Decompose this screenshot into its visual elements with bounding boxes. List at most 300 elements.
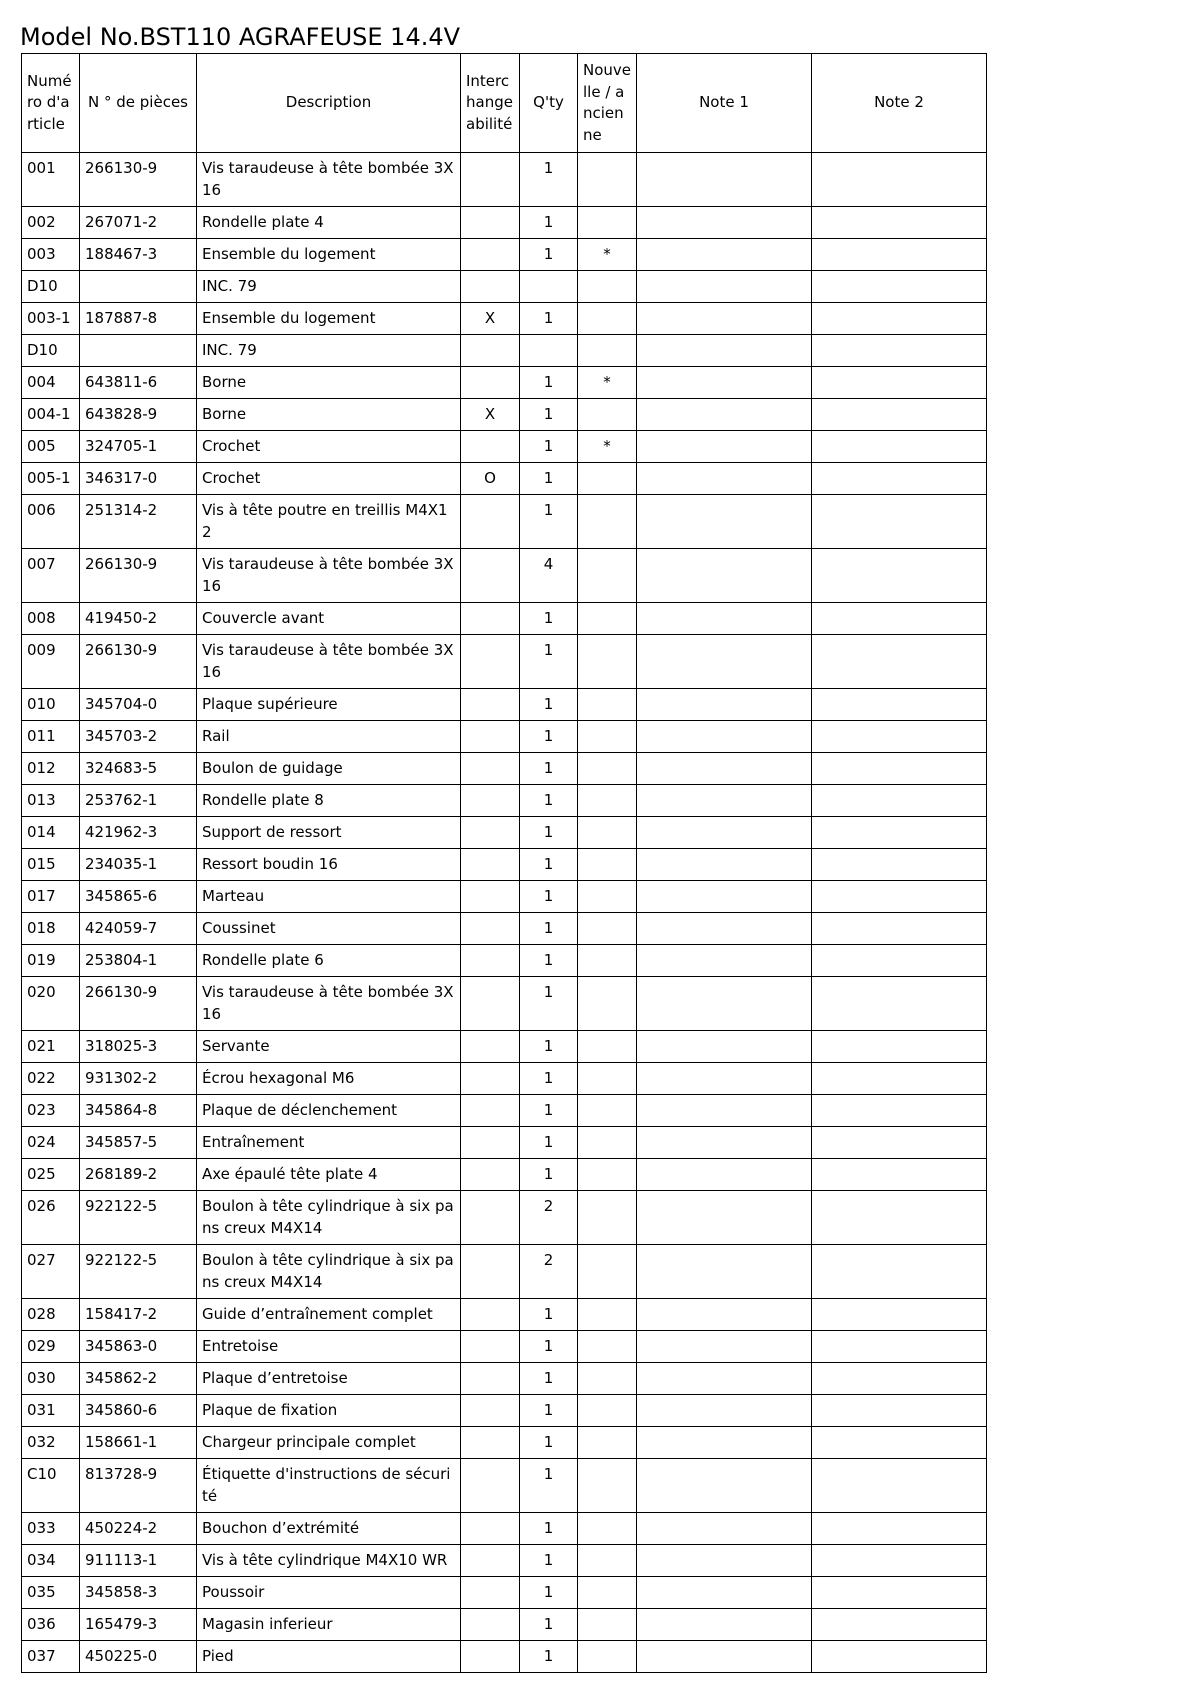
note1-cell <box>637 1641 812 1673</box>
new-old-cell <box>578 753 637 785</box>
qty-cell: 1 <box>520 495 578 549</box>
new-old-cell <box>578 271 637 303</box>
part-no-cell: 922122-5 <box>80 1245 197 1299</box>
table-row <box>22 753 987 785</box>
item-no-cell: 024 <box>22 1127 80 1159</box>
qty-cell: 1 <box>520 207 578 239</box>
new-old-cell <box>578 849 637 881</box>
item-no-cell: 003 <box>22 239 80 271</box>
new-old-cell <box>578 1245 637 1299</box>
new-old-cell <box>578 335 637 367</box>
note1-cell <box>637 635 812 689</box>
description-cell: Poussoir <box>197 1577 461 1609</box>
item-no-cell: 020 <box>22 977 80 1031</box>
part-no-cell: 345857-5 <box>80 1127 197 1159</box>
qty-cell: 1 <box>520 881 578 913</box>
note2-cell <box>812 1031 987 1063</box>
interchangeability-cell <box>461 945 520 977</box>
part-no-cell: 266130-9 <box>80 635 197 689</box>
qty-cell: 1 <box>520 1577 578 1609</box>
note1-cell <box>637 1299 812 1331</box>
item-no-cell: D10 <box>22 271 80 303</box>
qty-cell: 1 <box>520 785 578 817</box>
column-header-description: Description <box>197 54 461 153</box>
note1-cell <box>637 303 812 335</box>
note2-cell <box>812 881 987 913</box>
description-cell: Guide d’entraînement complet <box>197 1299 461 1331</box>
part-no-cell: 266130-9 <box>80 153 197 207</box>
qty-cell: 1 <box>520 1427 578 1459</box>
note2-cell <box>812 367 987 399</box>
table-row <box>22 495 987 549</box>
description-cell: Chargeur principale complet <box>197 1427 461 1459</box>
qty-cell: 1 <box>520 721 578 753</box>
description-cell: Bouchon d’extrémité <box>197 1513 461 1545</box>
note2-cell <box>812 945 987 977</box>
note2-cell <box>812 271 987 303</box>
item-no-cell: D10 <box>22 335 80 367</box>
table-row <box>22 1191 987 1245</box>
qty-cell: 1 <box>520 1331 578 1363</box>
interchangeability-cell: X <box>461 399 520 431</box>
description-cell: Vis taraudeuse à tête bombée 3X16 <box>197 153 461 207</box>
interchangeability-cell <box>461 913 520 945</box>
note1-cell <box>637 549 812 603</box>
new-old-cell <box>578 303 637 335</box>
interchangeability-cell <box>461 1299 520 1331</box>
column-header-qty: Q'ty <box>520 54 578 153</box>
interchangeability-cell <box>461 1641 520 1673</box>
item-no-cell: 011 <box>22 721 80 753</box>
part-no-cell: 911113-1 <box>80 1545 197 1577</box>
interchangeability-cell <box>461 785 520 817</box>
qty-cell: 1 <box>520 817 578 849</box>
note1-cell <box>637 1191 812 1245</box>
qty-cell: 1 <box>520 1641 578 1673</box>
table-row <box>22 977 987 1031</box>
part-no-cell: 450224-2 <box>80 1513 197 1545</box>
item-no-cell: 026 <box>22 1191 80 1245</box>
description-cell: Plaque supérieure <box>197 689 461 721</box>
part-no-cell: 187887-8 <box>80 303 197 335</box>
column-header-new-old: Nouvelle / ancienne <box>578 54 637 153</box>
interchangeability-cell <box>461 1459 520 1513</box>
item-no-cell: 014 <box>22 817 80 849</box>
table-row <box>22 1331 987 1363</box>
item-no-cell: 010 <box>22 689 80 721</box>
part-no-cell: 643811-6 <box>80 367 197 399</box>
note1-cell <box>637 817 812 849</box>
item-no-cell: 001 <box>22 153 80 207</box>
table-row <box>22 1641 987 1673</box>
note1-cell <box>637 881 812 913</box>
qty-cell: 1 <box>520 367 578 399</box>
note2-cell <box>812 1459 987 1513</box>
new-old-cell <box>578 1459 637 1513</box>
new-old-cell: * <box>578 431 637 463</box>
description-cell: Crochet <box>197 431 461 463</box>
interchangeability-cell <box>461 753 520 785</box>
note2-cell <box>812 753 987 785</box>
item-no-cell: 021 <box>22 1031 80 1063</box>
column-header-note2: Note 2 <box>812 54 987 153</box>
note1-cell <box>637 495 812 549</box>
note2-cell <box>812 635 987 689</box>
table-row <box>22 367 987 399</box>
description-cell: Vis taraudeuse à tête bombée 3X16 <box>197 549 461 603</box>
note2-cell <box>812 1127 987 1159</box>
table-row <box>22 635 987 689</box>
interchangeability-cell <box>461 977 520 1031</box>
note2-cell <box>812 1331 987 1363</box>
note2-cell <box>812 463 987 495</box>
part-no-cell: 158661-1 <box>80 1427 197 1459</box>
item-no-cell: 009 <box>22 635 80 689</box>
item-no-cell: 006 <box>22 495 80 549</box>
new-old-cell <box>578 1427 637 1459</box>
item-no-cell: 028 <box>22 1299 80 1331</box>
note1-cell <box>637 849 812 881</box>
qty-cell: 1 <box>520 463 578 495</box>
note1-cell <box>637 753 812 785</box>
table-row <box>22 785 987 817</box>
item-no-cell: 002 <box>22 207 80 239</box>
part-no-cell: 234035-1 <box>80 849 197 881</box>
item-no-cell: 036 <box>22 1609 80 1641</box>
item-no-cell: 015 <box>22 849 80 881</box>
note2-cell <box>812 1063 987 1095</box>
new-old-cell <box>578 1545 637 1577</box>
new-old-cell <box>578 1577 637 1609</box>
part-no-cell <box>80 335 197 367</box>
part-no-cell: 346317-0 <box>80 463 197 495</box>
note1-cell <box>637 689 812 721</box>
description-cell: Crochet <box>197 463 461 495</box>
interchangeability-cell <box>461 881 520 913</box>
description-cell: Boulon de guidage <box>197 753 461 785</box>
qty-cell: 4 <box>520 549 578 603</box>
qty-cell: 2 <box>520 1245 578 1299</box>
qty-cell: 2 <box>520 1191 578 1245</box>
table-row <box>22 1245 987 1299</box>
interchangeability-cell <box>461 603 520 635</box>
note1-cell <box>637 1609 812 1641</box>
new-old-cell <box>578 1609 637 1641</box>
description-cell: Rondelle plate 4 <box>197 207 461 239</box>
new-old-cell <box>578 463 637 495</box>
table-row <box>22 603 987 635</box>
qty-cell: 1 <box>520 1095 578 1127</box>
description-cell: Pied <box>197 1641 461 1673</box>
part-no-cell: 324705-1 <box>80 431 197 463</box>
table-row <box>22 1427 987 1459</box>
item-no-cell: 035 <box>22 1577 80 1609</box>
interchangeability-cell <box>461 689 520 721</box>
item-no-cell: 018 <box>22 913 80 945</box>
new-old-cell <box>578 1159 637 1191</box>
part-no-cell: 345865-6 <box>80 881 197 913</box>
description-cell: Rail <box>197 721 461 753</box>
item-no-cell: 030 <box>22 1363 80 1395</box>
description-cell: Plaque de fixation <box>197 1395 461 1427</box>
new-old-cell <box>578 549 637 603</box>
part-no-cell: 324683-5 <box>80 753 197 785</box>
new-old-cell <box>578 1513 637 1545</box>
part-no-cell: 345858-3 <box>80 1577 197 1609</box>
qty-cell: 1 <box>520 1363 578 1395</box>
table-row <box>22 335 987 367</box>
item-no-cell: 029 <box>22 1331 80 1363</box>
part-no-cell: 268189-2 <box>80 1159 197 1191</box>
parts-table <box>21 53 987 1673</box>
item-no-cell: 031 <box>22 1395 80 1427</box>
new-old-cell <box>578 1191 637 1245</box>
part-no-cell: 922122-5 <box>80 1191 197 1245</box>
interchangeability-cell <box>461 1609 520 1641</box>
description-cell: Boulon à tête cylindrique à six pans creux M4X14 <box>197 1191 461 1245</box>
new-old-cell <box>578 1031 637 1063</box>
new-old-cell: * <box>578 367 637 399</box>
qty-cell: 1 <box>520 635 578 689</box>
note2-cell <box>812 721 987 753</box>
note1-cell <box>637 603 812 635</box>
note2-cell <box>812 1641 987 1673</box>
interchangeability-cell: X <box>461 303 520 335</box>
item-no-cell: 003-1 <box>22 303 80 335</box>
interchangeability-cell <box>461 1577 520 1609</box>
table-row <box>22 1459 987 1513</box>
table-row <box>22 303 987 335</box>
part-no-cell: 419450-2 <box>80 603 197 635</box>
note1-cell <box>637 1513 812 1545</box>
interchangeability-cell <box>461 1127 520 1159</box>
qty-cell: 1 <box>520 303 578 335</box>
new-old-cell <box>578 603 637 635</box>
part-no-cell: 643828-9 <box>80 399 197 431</box>
note2-cell <box>812 603 987 635</box>
interchangeability-cell <box>461 495 520 549</box>
note1-cell <box>637 785 812 817</box>
part-no-cell: 345860-6 <box>80 1395 197 1427</box>
qty-cell: 1 <box>520 1395 578 1427</box>
description-cell: INC. 79 <box>197 271 461 303</box>
part-no-cell: 158417-2 <box>80 1299 197 1331</box>
item-no-cell: 004 <box>22 367 80 399</box>
qty-cell: 1 <box>520 1031 578 1063</box>
item-no-cell: 023 <box>22 1095 80 1127</box>
interchangeability-cell <box>461 1191 520 1245</box>
new-old-cell <box>578 207 637 239</box>
table-row <box>22 1095 987 1127</box>
table-row <box>22 1127 987 1159</box>
description-cell: Axe épaulé tête plate 4 <box>197 1159 461 1191</box>
part-no-cell: 424059-7 <box>80 913 197 945</box>
qty-cell: 1 <box>520 603 578 635</box>
interchangeability-cell <box>461 335 520 367</box>
qty-cell: 1 <box>520 1127 578 1159</box>
item-no-cell: C10 <box>22 1459 80 1513</box>
note2-cell <box>812 689 987 721</box>
interchangeability-cell <box>461 849 520 881</box>
item-no-cell: 025 <box>22 1159 80 1191</box>
description-cell: Plaque de déclenchement <box>197 1095 461 1127</box>
new-old-cell <box>578 1641 637 1673</box>
table-row <box>22 1159 987 1191</box>
item-no-cell: 027 <box>22 1245 80 1299</box>
new-old-cell <box>578 881 637 913</box>
note2-cell <box>812 1191 987 1245</box>
interchangeability-cell <box>461 271 520 303</box>
qty-cell: 1 <box>520 399 578 431</box>
note2-cell <box>812 817 987 849</box>
new-old-cell <box>578 153 637 207</box>
item-no-cell: 007 <box>22 549 80 603</box>
table-row <box>22 431 987 463</box>
description-cell: Ensemble du logement <box>197 303 461 335</box>
qty-cell: 1 <box>520 1513 578 1545</box>
column-header-interchangeability: Interchangeabilité <box>461 54 520 153</box>
note2-cell <box>812 849 987 881</box>
page-title: Model No.BST110 AGRAFEUSE 14.4V <box>20 23 461 51</box>
interchangeability-cell <box>461 1095 520 1127</box>
note2-cell <box>812 549 987 603</box>
qty-cell: 1 <box>520 945 578 977</box>
note2-cell <box>812 1299 987 1331</box>
note2-cell <box>812 1545 987 1577</box>
description-cell: Rondelle plate 6 <box>197 945 461 977</box>
note1-cell <box>637 463 812 495</box>
qty-cell: 1 <box>520 977 578 1031</box>
note2-cell <box>812 335 987 367</box>
note1-cell <box>637 1427 812 1459</box>
description-cell: Couvercle avant <box>197 603 461 635</box>
table-row <box>22 1609 987 1641</box>
description-cell: INC. 79 <box>197 335 461 367</box>
note1-cell <box>637 913 812 945</box>
item-no-cell: 019 <box>22 945 80 977</box>
item-no-cell: 033 <box>22 1513 80 1545</box>
interchangeability-cell <box>461 635 520 689</box>
new-old-cell <box>578 399 637 431</box>
interchangeability-cell <box>461 1245 520 1299</box>
note1-cell <box>637 239 812 271</box>
interchangeability-cell <box>461 1363 520 1395</box>
description-cell: Étiquette d'instructions de sécurité <box>197 1459 461 1513</box>
interchangeability-cell <box>461 1331 520 1363</box>
note2-cell <box>812 1513 987 1545</box>
qty-cell: 1 <box>520 1609 578 1641</box>
new-old-cell <box>578 1299 637 1331</box>
description-cell: Support de ressort <box>197 817 461 849</box>
table-row <box>22 849 987 881</box>
new-old-cell <box>578 721 637 753</box>
part-no-cell: 345864-8 <box>80 1095 197 1127</box>
qty-cell: 1 <box>520 153 578 207</box>
new-old-cell <box>578 495 637 549</box>
interchangeability-cell <box>461 1513 520 1545</box>
interchangeability-cell <box>461 1545 520 1577</box>
interchangeability-cell <box>461 1063 520 1095</box>
table-row <box>22 1545 987 1577</box>
note1-cell <box>637 153 812 207</box>
qty-cell: 1 <box>520 1063 578 1095</box>
note1-cell <box>637 1577 812 1609</box>
description-cell: Borne <box>197 399 461 431</box>
part-no-cell: 345703-2 <box>80 721 197 753</box>
part-no-cell: 188467-3 <box>80 239 197 271</box>
note1-cell <box>637 1395 812 1427</box>
description-cell: Borne <box>197 367 461 399</box>
note1-cell <box>637 1331 812 1363</box>
interchangeability-cell <box>461 549 520 603</box>
interchangeability-cell <box>461 1159 520 1191</box>
note2-cell <box>812 153 987 207</box>
new-old-cell <box>578 689 637 721</box>
note2-cell <box>812 913 987 945</box>
note1-cell <box>637 1459 812 1513</box>
table-row <box>22 271 987 303</box>
note2-cell <box>812 1245 987 1299</box>
table-row <box>22 881 987 913</box>
table-row <box>22 239 987 271</box>
qty-cell: 1 <box>520 689 578 721</box>
description-cell: Coussinet <box>197 913 461 945</box>
note2-cell <box>812 977 987 1031</box>
new-old-cell <box>578 1127 637 1159</box>
part-no-cell: 450225-0 <box>80 1641 197 1673</box>
parts-table-body <box>22 153 987 1673</box>
table-header-row <box>22 54 987 153</box>
table-row <box>22 153 987 207</box>
interchangeability-cell <box>461 207 520 239</box>
note2-cell <box>812 1095 987 1127</box>
note1-cell <box>637 721 812 753</box>
note2-cell <box>812 1577 987 1609</box>
qty-cell: 1 <box>520 239 578 271</box>
note1-cell <box>637 1245 812 1299</box>
item-no-cell: 022 <box>22 1063 80 1095</box>
note1-cell <box>637 207 812 239</box>
note1-cell <box>637 1063 812 1095</box>
note2-cell <box>812 1159 987 1191</box>
table-row <box>22 817 987 849</box>
table-row <box>22 1577 987 1609</box>
part-no-cell <box>80 271 197 303</box>
note2-cell <box>812 1395 987 1427</box>
interchangeability-cell <box>461 431 520 463</box>
interchangeability-cell <box>461 1427 520 1459</box>
new-old-cell: * <box>578 239 637 271</box>
description-cell: Magasin inferieur <box>197 1609 461 1641</box>
qty-cell <box>520 271 578 303</box>
part-no-cell: 267071-2 <box>80 207 197 239</box>
column-header-note1: Note 1 <box>637 54 812 153</box>
table-row <box>22 945 987 977</box>
description-cell: Vis à tête poutre en treillis M4X12 <box>197 495 461 549</box>
qty-cell: 1 <box>520 913 578 945</box>
note2-cell <box>812 785 987 817</box>
note2-cell <box>812 495 987 549</box>
note1-cell <box>637 271 812 303</box>
item-no-cell: 008 <box>22 603 80 635</box>
interchangeability-cell <box>461 721 520 753</box>
interchangeability-cell <box>461 367 520 399</box>
part-no-cell: 253804-1 <box>80 945 197 977</box>
new-old-cell <box>578 785 637 817</box>
new-old-cell <box>578 1395 637 1427</box>
note1-cell <box>637 1363 812 1395</box>
new-old-cell <box>578 945 637 977</box>
